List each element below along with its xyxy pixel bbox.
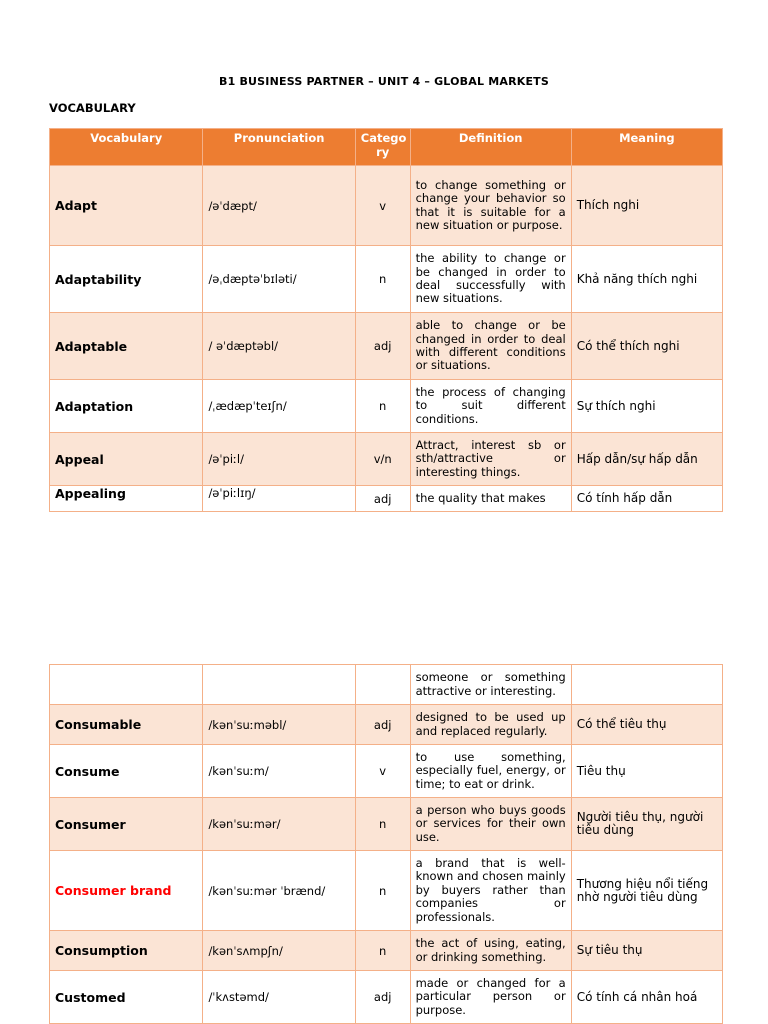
vocab-definition: someone or something attractive or interesting. <box>410 665 571 705</box>
table-row <box>50 380 723 433</box>
vocab-word: Appeal <box>50 433 203 486</box>
vocab-definition: Attract, interest sb or sth/attractive or interesting things. <box>410 433 571 486</box>
table-row <box>50 313 723 380</box>
table-row <box>50 851 723 931</box>
vocabulary-table-page-2 <box>49 664 723 1024</box>
vocab-definition: to use something, especially fuel, energy, or time; to eat or drink. <box>410 745 571 798</box>
vocab-definition: the ability to change or be changed in order to deal successfully with new situations. <box>410 246 571 313</box>
vocab-pronunciation: /ˌædæpˈteɪʃn/ <box>203 380 355 433</box>
vocab-word: Adaptable <box>50 313 203 380</box>
vocab-meaning: Người tiêu thụ, người tiêu dùng <box>571 798 722 851</box>
vocab-definition: the act of using, eating, or drinking something. <box>410 931 571 971</box>
vocab-pronunciation: / əˈdæptəbl/ <box>203 313 355 380</box>
vocab-category: adj <box>355 313 410 380</box>
vocab-pronunciation: /əˌdæptəˈbɪləti/ <box>203 246 355 313</box>
vocab-meaning: Tiêu thụ <box>571 745 722 798</box>
vocab-word <box>50 665 203 705</box>
vocab-category: v <box>355 745 410 798</box>
vocab-word: Adaptation <box>50 380 203 433</box>
vocab-meaning <box>571 665 722 705</box>
table-row <box>50 486 723 512</box>
table-row <box>50 433 723 486</box>
table-row <box>50 745 723 798</box>
vocab-definition: able to change or be changed in order to deal with different conditions or situations. <box>410 313 571 380</box>
vocab-word: Consumable <box>50 705 203 745</box>
vocabulary-table-page-1 <box>49 128 723 512</box>
vocab-pronunciation: /əˈpiːl/ <box>203 433 355 486</box>
document-title: B1 BUSINESS PARTNER – UNIT 4 – GLOBAL MARKETS <box>219 75 549 88</box>
vocab-word: Consume <box>50 745 203 798</box>
vocab-pronunciation: /əˈpiːlɪŋ/ <box>203 486 355 512</box>
vocab-category: n <box>355 380 410 433</box>
vocab-category: v <box>355 166 410 246</box>
vocab-category: n <box>355 798 410 851</box>
table-header-row <box>50 129 723 166</box>
vocab-word: Consumption <box>50 931 203 971</box>
vocab-category <box>355 665 410 705</box>
vocab-category: n <box>355 851 410 931</box>
vocab-pronunciation <box>203 665 355 705</box>
vocab-word: Adapt <box>50 166 203 246</box>
vocab-meaning: Sự tiêu thụ <box>571 931 722 971</box>
vocab-meaning: Khả năng thích nghi <box>571 246 722 313</box>
vocab-definition: the process of changing to suit different conditions. <box>410 380 571 433</box>
vocab-category: v/n <box>355 433 410 486</box>
vocab-category: adj <box>355 971 410 1024</box>
table-row <box>50 931 723 971</box>
vocab-meaning: Có thể tiêu thụ <box>571 705 722 745</box>
vocab-definition: designed to be used up and replaced regularly. <box>410 705 571 745</box>
header-category: Catego ry <box>355 129 410 166</box>
vocab-category: n <box>355 931 410 971</box>
vocab-category: adj <box>355 486 410 512</box>
vocab-pronunciation: /kənˈsuːmər/ <box>203 798 355 851</box>
vocab-pronunciation: /ˈkʌstəmd/ <box>203 971 355 1024</box>
vocab-definition: a brand that is well-known and chosen mainly by buyers rather than companies or professionals. <box>410 851 571 931</box>
vocab-pronunciation: /əˈdæpt/ <box>203 166 355 246</box>
vocab-definition: to change something or change your behavior so that it is suitable for a new situation or purpose. <box>410 166 571 246</box>
vocab-meaning: Hấp dẫn/sự hấp dẫn <box>571 433 722 486</box>
vocab-meaning: Sự thích nghi <box>571 380 722 433</box>
vocab-definition: a person who buys goods or services for their own use. <box>410 798 571 851</box>
header-vocabulary: Vocabulary <box>50 129 203 166</box>
vocab-meaning: Thương hiệu nổi tiếng nhờ người tiêu dùng <box>571 851 722 931</box>
vocab-definition: the quality that makes <box>410 486 571 512</box>
header-meaning: Meaning <box>571 129 722 166</box>
vocab-word: Consumer <box>50 798 203 851</box>
table-row <box>50 798 723 851</box>
vocab-category: n <box>355 246 410 313</box>
vocab-definition: made or changed for a particular person or purpose. <box>410 971 571 1024</box>
vocab-pronunciation: /kənˈsʌmpʃn/ <box>203 931 355 971</box>
section-heading: VOCABULARY <box>49 101 136 115</box>
vocab-pronunciation: /kənˈsuːməbl/ <box>203 705 355 745</box>
header-definition: Definition <box>410 129 571 166</box>
vocab-meaning: Có tính hấp dẫn <box>571 486 722 512</box>
vocab-pronunciation: /kənˈsuːmər ˈbrænd/ <box>203 851 355 931</box>
header-pronunciation: Pronunciation <box>203 129 355 166</box>
vocab-word: Appealing <box>50 486 203 512</box>
vocab-meaning: Có tính cá nhân hoá <box>571 971 722 1024</box>
table-row <box>50 246 723 313</box>
vocab-meaning: Thích nghi <box>571 166 722 246</box>
table-row <box>50 971 723 1024</box>
vocab-pronunciation: /kənˈsuːm/ <box>203 745 355 798</box>
table-row <box>50 166 723 246</box>
vocab-word: Customed <box>50 971 203 1024</box>
vocab-meaning: Có thể thích nghi <box>571 313 722 380</box>
table-row <box>50 705 723 745</box>
table-row <box>50 665 723 705</box>
vocab-category: adj <box>355 705 410 745</box>
vocab-word: Adaptability <box>50 246 203 313</box>
vocab-word: Consumer brand <box>50 851 203 931</box>
